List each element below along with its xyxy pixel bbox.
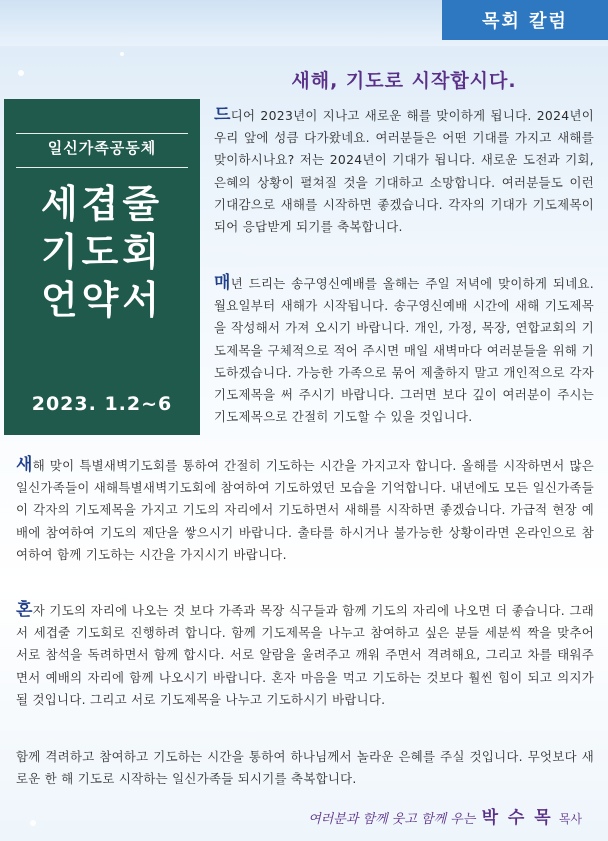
drop-cap: 혼 [16, 600, 33, 620]
paragraph-text: 자 기도의 자리에 나오는 것 보다 가족과 목장 식구들과 함께 기도의 자리에 나오면 더 좋습니다. 그래서 세겹줄 기도회로 진행하려 합니다. 함께 기도제목을 나누고 참여하고 싶은 분들 세분씩 짝을 맞추어 서로 참석을 독려하면서 함께 합시다. 서로 알람을 울려주고 깨워 주면서 격려해요, 그리고 차를 태워주면서 예배의 자리에 함께 나오시기 바랍니다. 혼자 마음을 먹고 기도하는 것보다 훨씬 힘이 되고 의지가 될 것입니다. 그리고 서로 기도제목을 나누고 기도하시기 바랍니다. [16, 603, 594, 707]
drop-cap: 드 [214, 105, 231, 125]
column-paragraph [16, 746, 594, 790]
prayer-meeting-poster [4, 99, 200, 435]
paragraph-text: 해 맞이 특별새벽기도회를 통하여 간절히 기도하는 시간을 가지고자 합니다. 올해를 시작하면서 많은 일신가족들이 새해특별새벽기도회에 참여하여 기도하였던 모습을 기억합니다. 내년에도 모든 일신가족들이 각자의 기도제목을 가지고 기도의 자리에서 기도하면서 새해를 시작하면 좋겠습니다. 가급적 현장 예배에 참여하여 기도의 제단을 쌓으시기 바랍니다. 출타를 하시거나 불가능한 상황이라면 온라인으로 참여하여 함께 기도하는 시간을 가지시기 바랍니다. [16, 458, 594, 562]
column-paragraph [214, 104, 594, 238]
poster-title-line: 기도회 [40, 230, 164, 274]
snowflake [120, 52, 124, 56]
signature [308, 803, 582, 828]
poster-date: 2023. 1.2~6 [31, 393, 173, 415]
signature-title: 목사 [558, 812, 582, 826]
page-title: 새해, 기도로 시작합시다. [291, 70, 517, 92]
poster-divider [16, 133, 188, 134]
drop-cap: 새 [16, 455, 33, 475]
poster-organization: 일신가족공동체 [47, 139, 157, 157]
poster-title-line: 세겹줄 [40, 182, 164, 226]
paragraph-text: 함께 격려하고 참여하고 기도하는 시간을 통하여 하나님께서 놀라운 은혜를 주실 것입니다. 무엇보다 새로운 한 해 기도로 시작하는 일신가족들 되시기를 축복합니다. [16, 749, 594, 787]
snowflake [30, 820, 36, 826]
poster-title-line: 언약서 [40, 278, 164, 322]
signature-prefix: 여러분과 함께 웃고 함께 우는 [308, 812, 476, 827]
snowflake [18, 70, 24, 76]
column-paragraph [16, 454, 594, 566]
paragraph-text: 디어 2023년이 지나고 새로운 해를 맞이하게 됩니다. 2024년이 우리 앞에 성큼 다가왔네요. 여러분들은 어떤 기대를 가지고 새해를 맞이하시나요? 저는 2024년이 기대가 됩니다. 새로운 도전과 기회, 은혜의 상황이 펼쳐질 것을 기대하고 소망합니다. 여러분들도 이런 기대감으로 새해를 시작하면 좋겠습니다. 각자의 기대가 기도제목이 되어 응답받게 되기를 축복합니다. [214, 108, 594, 235]
column-paragraph [214, 272, 594, 428]
column-paragraph [16, 599, 594, 711]
signature-name: 박 수 목 [481, 808, 553, 828]
column-badge: 목회 칼럼 [442, 0, 608, 40]
paragraph-text: 년 드리는 송구영신예배를 올해는 주일 저녁에 맞이하게 되네요. 월요일부터 새해가 시작됩니다. 송구영신예배 시간에 새해 기도제목을 작성해서 가져 오시기 바랍니다. 개인, 가정, 목장, 연합교회의 기도제목을 구체적으로 적어 주시면 매일 새벽마다 여러분들을 위해 기도하겠습니다. 가능한 가족으로 묶어 제출하지 말고 개인적으로 각자 기도제목을 써 주시기 바랍니다. 그러면 보다 깊이 여러분이 주시는 기도제목으로 간절히 기도할 수 있을 것입니다. [214, 276, 594, 425]
drop-cap: 매 [214, 273, 231, 293]
poster-divider [16, 167, 188, 168]
